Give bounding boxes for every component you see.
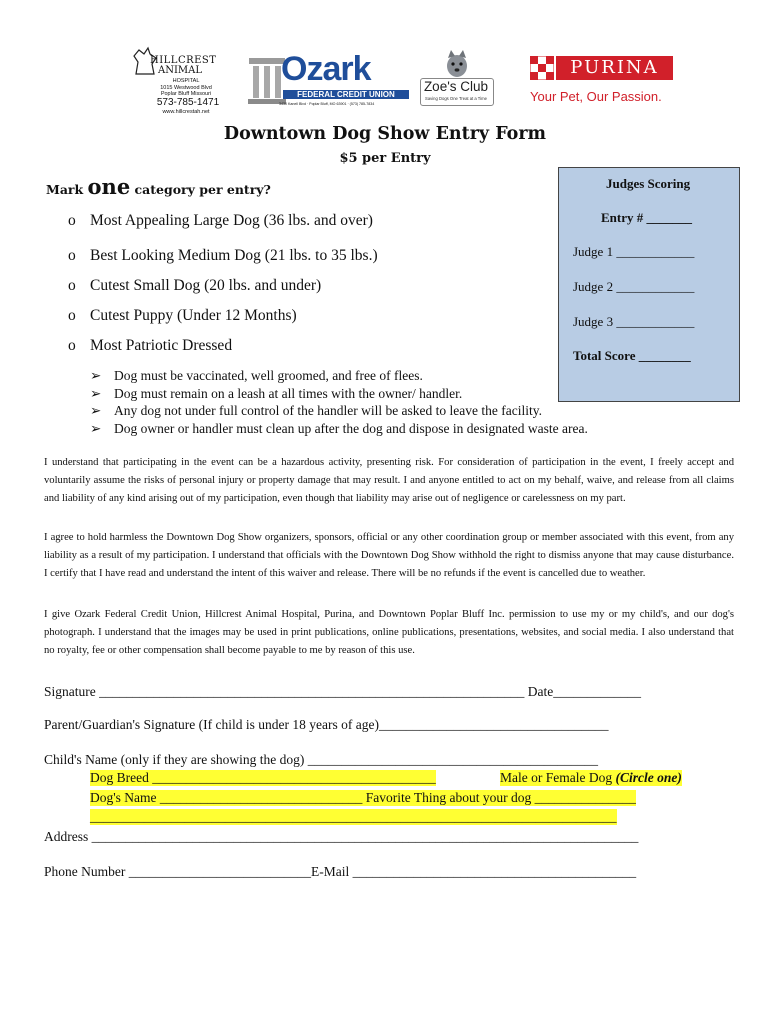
total-score-field[interactable]: Total Score ________ (573, 348, 691, 363)
dog-breed-field[interactable]: Dog Breed __________________________________________ (90, 770, 436, 785)
rule-item (90, 421, 588, 437)
rule-text: Any dog not under full control of the handler will be asked to leave the facility. (114, 403, 542, 418)
ozark-name: Ozark (281, 50, 371, 88)
hillcrest-phone: 573-785-1471 (156, 97, 220, 108)
radio-circle-icon[interactable]: o (68, 247, 76, 264)
hillcrest-addr2: Poplar Bluff Missouri (160, 91, 212, 97)
arrow-bullet-icon: ➢ (90, 421, 102, 436)
purina-tagline: Your Pet, Our Passion. (530, 89, 662, 104)
radio-circle-icon[interactable]: o (68, 277, 76, 294)
child-name-field[interactable]: Child's Name (only if they are showing the dog) ___________________________________________ (44, 752, 599, 767)
rule-item (90, 403, 542, 419)
entry-number-field[interactable]: Entry # _______ (601, 210, 692, 225)
circle-one-note: (Circle one) (615, 770, 682, 785)
ozark-logo (247, 50, 409, 108)
waiver-paragraph-photo: I give Ozark Federal Credit Union, Hillcrest Animal Hospital, Purina, and Downtown Poplar Bluff Inc. permission to use my or my child's, and our dog's photograph. I understand that the images may be used in print publications, online publications, presentations, websites, and social media. I also understand that no royalty, fee or other compensation shall become payable to me by reason of this use. (44, 609, 734, 656)
arrow-bullet-icon: ➢ (90, 403, 102, 418)
dog-name-field[interactable]: Dog's Name ______________________________ Favorite Thing about your dog _______________ (90, 790, 636, 805)
arrow-bullet-icon: ➢ (90, 368, 102, 383)
judge-3-field[interactable]: Judge 3 ____________ (573, 314, 695, 329)
phone-email-field[interactable]: Phone Number ___________________________E-Mail __________________________________________ (44, 864, 637, 879)
guardian-signature-field[interactable]: Parent/Guardian's Signature (If child is under 18 years of age)__________________________________ (44, 717, 609, 732)
waiver-paragraph-risk: I understand that participating in the event can be a hazardous activity, presenting risk. For consideration of participation in the event, I freely accept and voluntarily assume the risks of personal injury or property damage that may result. I and anyone entitled to act on my behalf, waive, and release from all claims and liability of any kind arising out of my participation, even though that liability may arise out of negligence or carelessness on my part. (44, 457, 734, 504)
purina-logo (528, 56, 684, 108)
dog-icon (442, 48, 472, 80)
arrow-bullet-icon: ➢ (90, 386, 102, 401)
rule-item (90, 386, 462, 402)
judges-heading: Judges Scoring (606, 176, 691, 191)
purina-name: PURINA (570, 57, 659, 78)
mark-prefix: Mark (46, 182, 88, 197)
category-option[interactable] (68, 307, 297, 325)
hillcrest-logo (128, 42, 228, 118)
rule-text: Dog must remain on a leash at all times with the owner/ handler. (114, 386, 463, 401)
ozark-subtitle: FEDERAL CREDIT UNION (283, 90, 409, 99)
signature-field[interactable]: Signature _______________________________________________________________ Date_____________ (44, 684, 641, 699)
category-option[interactable] (68, 212, 373, 230)
zoes-club-name: Zoe's Club (423, 79, 489, 94)
checkerboard-icon (530, 56, 554, 80)
judges-scoring-box (558, 167, 740, 402)
category-option[interactable] (68, 277, 321, 295)
category-option[interactable] (68, 247, 378, 265)
mark-suffix: category per entry? (130, 182, 271, 197)
radio-circle-icon[interactable]: o (68, 307, 76, 324)
hillcrest-name-2: ANIMAL (158, 65, 203, 76)
category-label: Cutest Small Dog (20 lbs. and under) (90, 277, 322, 294)
judge-1-field[interactable]: Judge 1 ____________ (573, 244, 695, 259)
dog-sex-label: Male or Female Dog (500, 770, 616, 785)
category-label: Most Appealing Large Dog (36 lbs. and over) (90, 212, 373, 229)
zoes-club-sub: Saving Dogs One Treat at a Time (425, 96, 487, 101)
form-title: Downtown Dog Show Entry Form (223, 124, 547, 144)
hillcrest-web: www.hillcrestah.net (162, 109, 210, 115)
judge-2-field[interactable]: Judge 2 ____________ (573, 279, 695, 294)
category-option[interactable] (68, 337, 232, 355)
address-field[interactable]: Address _________________________________________________________________________________ (44, 829, 639, 844)
zoes-club-logo (418, 48, 494, 106)
favorite-thing-continuation[interactable]: ______________________________________________________________________________ (90, 809, 617, 824)
rule-text: Dog must be vaccinated, well groomed, and free of flees. (114, 368, 423, 383)
ozark-address: 3430 Kanell Blvd · Poplar Bluff, MO 63901 · (573) 785-7834 (279, 102, 375, 106)
category-label: Most Patriotic Dressed (90, 337, 233, 354)
category-label: Best Looking Medium Dog (21 lbs. to 35 lbs.) (90, 247, 378, 264)
dog-sex-field[interactable] (500, 770, 682, 786)
entry-fee: $5 per Entry (339, 151, 431, 166)
rule-item (90, 368, 423, 384)
mark-one: one (87, 174, 131, 199)
radio-circle-icon[interactable]: o (68, 212, 76, 229)
rule-text: Dog owner or handler must clean up after the dog and dispose in designated waste area. (114, 421, 588, 436)
category-label: Cutest Puppy (Under 12 Months) (90, 307, 297, 324)
waiver-paragraph-harmless: I agree to hold harmless the Downtown Dog Show organizers, sponsors, official or any other coordination group or member associated with this event, from any liability as a result of my participation. I understand that officials with the Downtown Dog Show withhold the right to dismiss anyone that may cause disturbance. I certify that I have read and understand the intent of this waiver and release. There will be no refunds if the event is cancelled due to weather. (44, 532, 734, 579)
hillcrest-name: HILLCREST (150, 55, 217, 66)
mark-instruction (46, 174, 271, 199)
hillcrest-addr1: 1015 Westwood Blvd (160, 84, 212, 91)
hillcrest-line3: HOSPITAL (172, 78, 200, 84)
radio-circle-icon[interactable]: o (68, 337, 76, 354)
